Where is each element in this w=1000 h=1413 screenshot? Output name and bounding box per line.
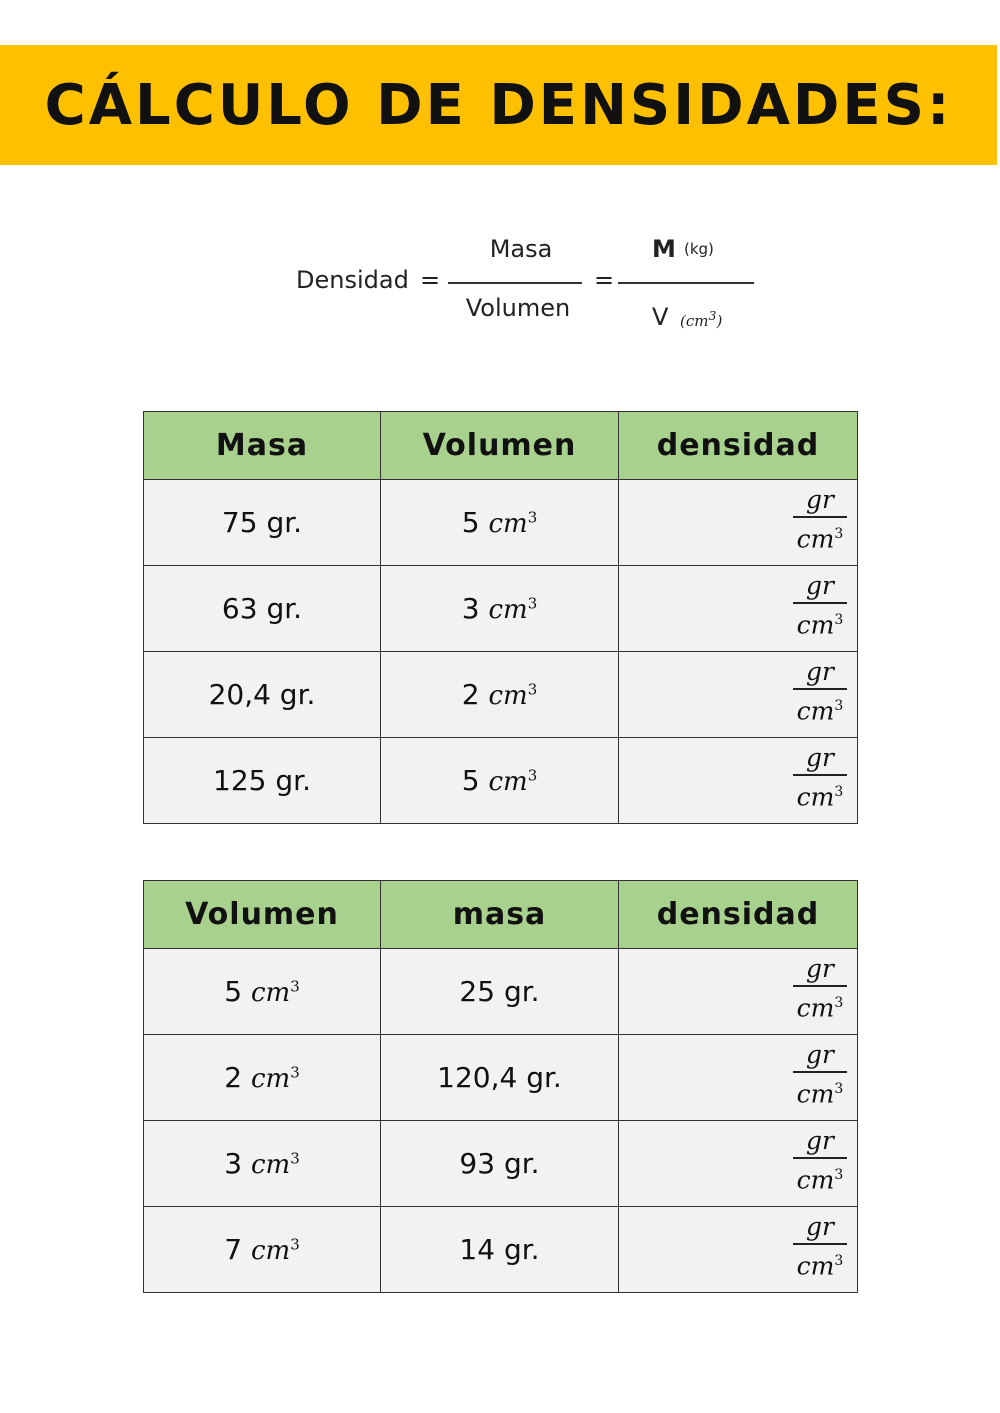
header-volumen: Volumen: [144, 881, 381, 949]
table-row: [144, 1207, 858, 1293]
table-row: [144, 480, 858, 566]
density-unit: $\frac{gr}{cm^3}$: [793, 1041, 847, 1108]
table-header-row: [144, 881, 858, 949]
header-densidad: densidad: [619, 412, 858, 480]
volume-cell: 3 $cm^3$: [144, 1121, 381, 1207]
density-table-2: [143, 880, 858, 1293]
page-title: CÁLCULO DE DENSIDADES:: [44, 72, 953, 138]
volume-cell: 2 $cm^3$: [144, 1035, 381, 1121]
density-unit: $\frac{gr}{cm^3}$: [793, 572, 847, 639]
table-row: [144, 738, 858, 824]
density-formula: [296, 232, 766, 337]
density-unit: $\frac{gr}{cm^3}$: [793, 744, 847, 811]
fraction-line-2: [618, 282, 754, 284]
table-row: [144, 566, 858, 652]
formula-m: M: [652, 235, 676, 263]
header-volumen: Volumen: [381, 412, 619, 480]
volume-cell: 5 $cm^3$: [381, 738, 619, 824]
volume-cell: 5 $cm^3$: [381, 480, 619, 566]
header-masa: masa: [381, 881, 619, 949]
density-table-1: [143, 411, 858, 824]
mass-cell: 63 gr.: [144, 566, 381, 652]
density-answer-cell[interactable]: [619, 1121, 858, 1207]
density-unit: $\frac{gr}{cm^3}$: [793, 1127, 847, 1194]
table-header-row: [144, 412, 858, 480]
fraction-line-1: [448, 282, 582, 284]
density-answer-cell[interactable]: [619, 738, 858, 824]
formula-equals-2: =: [594, 266, 615, 294]
density-answer-cell[interactable]: [619, 949, 858, 1035]
formula-numerator: Masa: [489, 235, 553, 263]
mass-cell: 120,4 gr.: [381, 1035, 619, 1121]
formula-equals-1: =: [420, 266, 441, 294]
density-unit: $\frac{gr}{cm^3}$: [793, 658, 847, 725]
density-answer-cell[interactable]: [619, 1035, 858, 1121]
density-answer-cell[interactable]: [619, 480, 858, 566]
density-unit: $\frac{gr}{cm^3}$: [793, 486, 847, 553]
mass-cell: 14 gr.: [381, 1207, 619, 1293]
volume-cell: 5 $cm^3$: [144, 949, 381, 1035]
table-row: [144, 1035, 858, 1121]
density-answer-cell[interactable]: [619, 652, 858, 738]
formula-v-unit: $(cm^3)$: [680, 308, 723, 330]
volume-cell: 2 $cm^3$: [381, 652, 619, 738]
formula-m-unit: (kg): [684, 240, 714, 258]
formula-denominator: Volumen: [465, 294, 571, 322]
density-answer-cell[interactable]: [619, 1207, 858, 1293]
mass-cell: 25 gr.: [381, 949, 619, 1035]
mass-cell: 125 gr.: [144, 738, 381, 824]
volume-cell: 3 $cm^3$: [381, 566, 619, 652]
mass-cell: 20,4 gr.: [144, 652, 381, 738]
density-unit: $\frac{gr}{cm^3}$: [793, 1213, 847, 1280]
title-banner: [0, 45, 997, 165]
formula-label: Densidad: [296, 266, 409, 294]
density-answer-cell[interactable]: [619, 566, 858, 652]
table-row: [144, 1121, 858, 1207]
header-masa: Masa: [144, 412, 381, 480]
mass-cell: 93 gr.: [381, 1121, 619, 1207]
density-unit: $\frac{gr}{cm^3}$: [793, 955, 847, 1022]
header-densidad: densidad: [619, 881, 858, 949]
volume-cell: 7 $cm^3$: [144, 1207, 381, 1293]
table-row: [144, 949, 858, 1035]
mass-cell: 75 gr.: [144, 480, 381, 566]
formula-v: V: [652, 303, 669, 331]
table-row: [144, 652, 858, 738]
